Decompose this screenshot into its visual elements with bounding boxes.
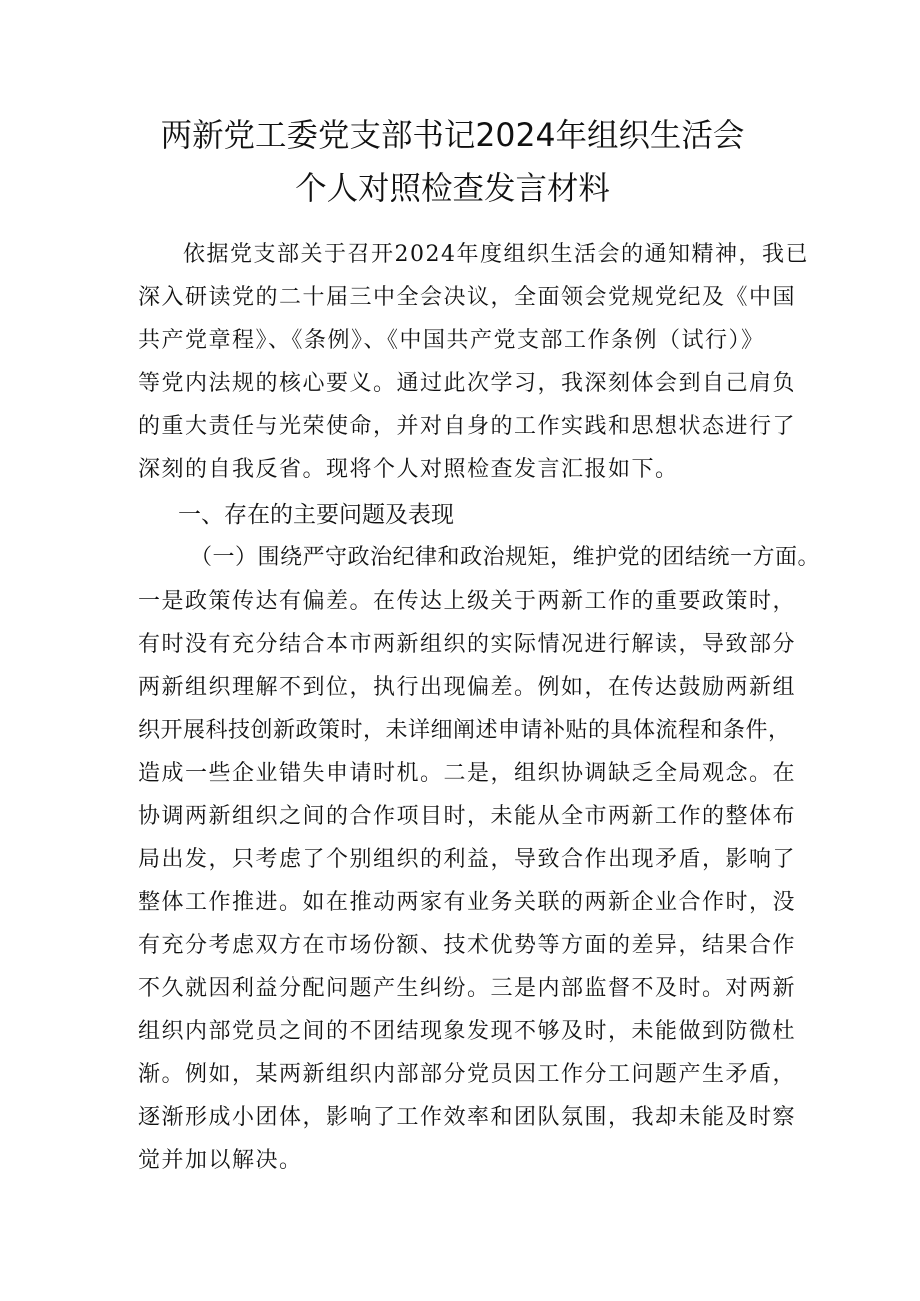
- intro-paragraph-line: 等党内法规的核心要义。通过此次学习，我深刻体会到自己肩负: [138, 371, 797, 396]
- document-title-line-2: 个人对照检查发言材料: [295, 169, 610, 207]
- body-paragraph-line: 一是政策传达有偏差。在传达上级关于两新工作的重要政策时，: [138, 589, 797, 614]
- body-paragraph-line: 逐渐形成小团体，影响了工作效率和团队氛围，我却未能及时察: [138, 1105, 797, 1130]
- intro-paragraph-line: 依据党支部关于召开2024年度组织生活会的通知精神，我已: [183, 242, 809, 267]
- intro-paragraph-line: 深入研读党的二十届三中全会决议，全面领会党规党纪及《中国: [138, 285, 797, 310]
- section-heading: 一、存在的主要问题及表现: [178, 502, 454, 528]
- body-paragraph-line: 不久就因利益分配问题产生纠纷。三是内部监督不及时。对两新: [138, 976, 797, 1001]
- body-paragraph-line: 有时没有充分结合本市两新组织的实际情况进行解读，导致部分: [138, 632, 797, 657]
- body-paragraph-line: （一）围绕严守政治纪律和政治规矩，维护党的团结统一方面。: [190, 545, 821, 570]
- body-paragraph-line: 觉并加以解决。: [138, 1148, 303, 1173]
- body-paragraph-line: 渐。例如，某两新组织内部部分党员因工作分工问题产生矛盾，: [138, 1062, 797, 1087]
- document-title-line-1: 两新党工委党支部书记2024年组织生活会: [160, 116, 745, 154]
- body-paragraph-line: 织开展科技创新政策时，未详细阐述申请补贴的具体流程和条件，: [138, 718, 791, 743]
- intro-paragraph-line: 共产党章程》、《条例》、《中国共产党支部工作条例（试行）》: [138, 328, 765, 353]
- body-paragraph-line: 组织内部党员之间的不团结现象发现不够及时，未能做到防微杜: [138, 1019, 797, 1044]
- intro-paragraph-line: 的重大责任与光荣使命，并对自身的工作实践和思想状态进行了: [138, 414, 797, 439]
- body-paragraph-line: 整体工作推进。如在推动两家有业务关联的两新企业合作时，没: [138, 890, 797, 915]
- intro-paragraph-line: 深刻的自我反省。现将个人对照检查发言汇报如下。: [138, 457, 679, 482]
- body-paragraph-line: 造成一些企业错失申请时机。二是，组织协调缺乏全局观念。在: [138, 761, 797, 786]
- body-paragraph-line: 局出发，只考虑了个别组织的利益，导致合作出现矛盾，影响了: [138, 847, 797, 872]
- body-paragraph-line: 协调两新组织之间的合作项目时，未能从全市两新工作的整体布: [138, 804, 797, 829]
- body-paragraph-line: 两新组织理解不到位，执行出现偏差。例如，在传达鼓励两新组: [138, 675, 797, 700]
- body-paragraph-line: 有充分考虑双方在市场份额、技术优势等方面的差异，结果合作: [138, 933, 797, 958]
